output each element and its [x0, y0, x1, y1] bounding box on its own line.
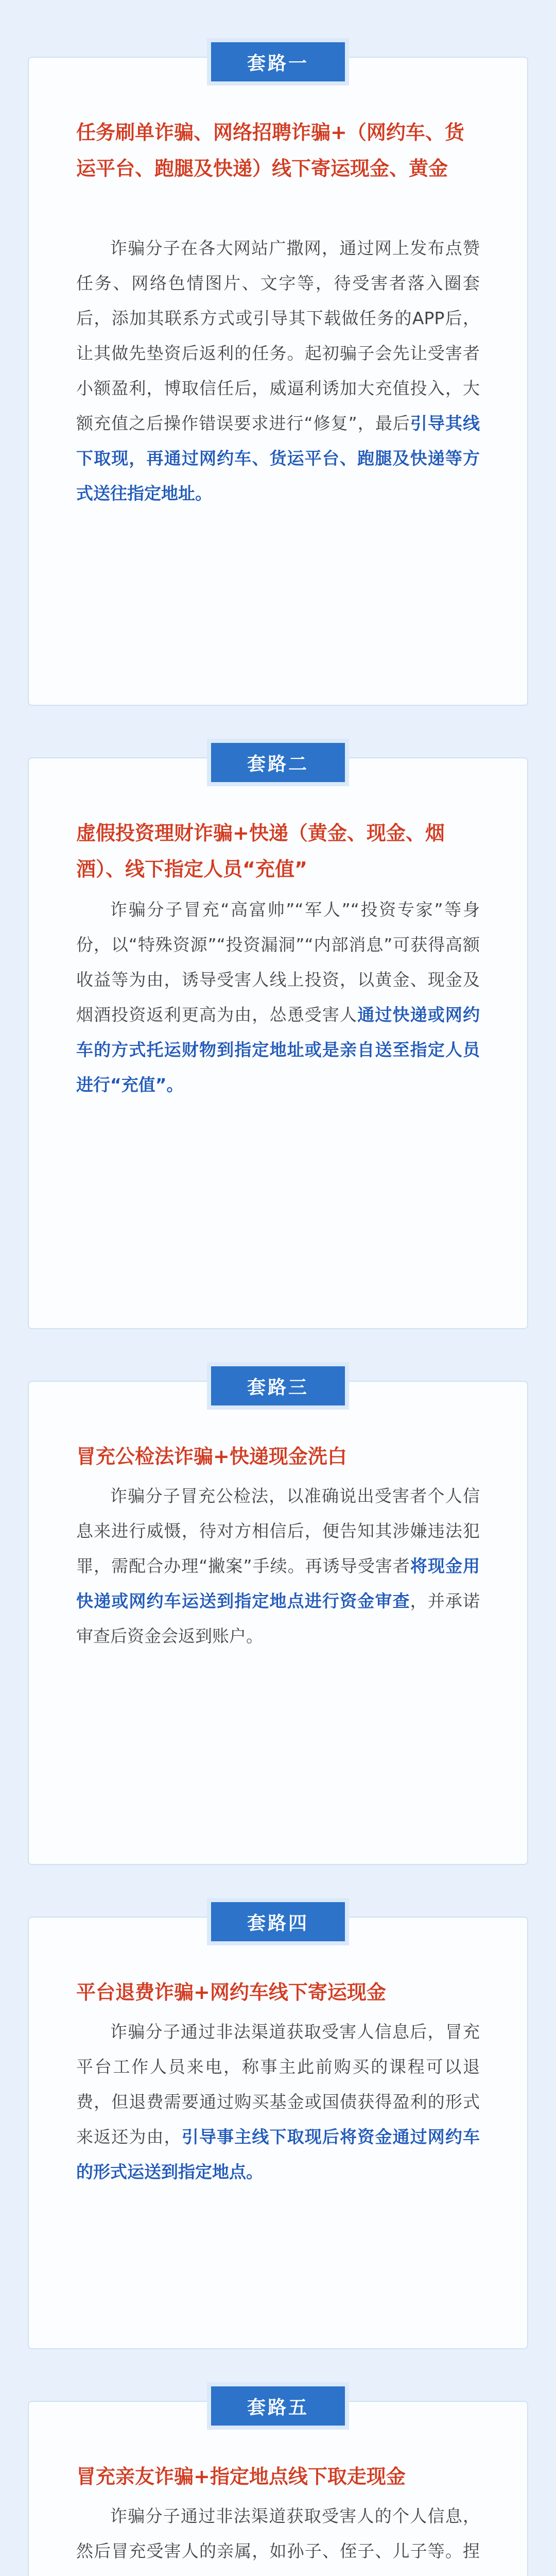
body-text: 诈骗分子通过非法渠道获取受害人的个人信息，然后冒充受害人的亲属，如孙子、侄子、儿子等。捏: [76, 2506, 480, 2561]
section-body: [76, 231, 480, 511]
section-1: [28, 53, 528, 706]
body-text: 诈骗分子冒充“高富帅”“军人”“投资专家”等身份，以“特殊资源”“投资漏洞”“内部消息”可获得高额收益等为由，诱导受害人线上投资，以黄金、现金及烟酒投资返利更高为由，怂恿受害人: [76, 900, 480, 1025]
body-text: 诈骗分子冒充公检法，以准确说出受害者个人信息来进行威慑，待对方相信后，便告知其涉嫌违法犯罪，需配合办理“撇案”手续。再诱导受害者: [76, 1486, 480, 1576]
body-emphasis: 通过快递或网约车的方式托运财物到指定地址或是亲自送至指定人员进行“充值”。: [76, 1005, 480, 1095]
section-heading: 冒充公检法诈骗+快递现金洗白: [76, 1445, 347, 1468]
section-heading: 虚假投资理财诈骗+快递（黄金、现金、烟酒）、线下指定人员“充值”: [76, 822, 445, 880]
section-2: [28, 753, 528, 1329]
body-text: 诈骗分子通过非法渠道获取受害人信息后，冒充平台工作人员来电，称事主此前购买的课程可以退费，但退费需要通过购买基金或国债获得盈利的形式来返还为由，: [76, 2022, 480, 2147]
section-heading: 冒充亲友诈骗+指定地点线下取走现金: [76, 2465, 406, 2488]
section-body: [76, 892, 480, 1103]
section-tag: 套路一: [211, 42, 345, 81]
body-emphasis: 引导其线下取现，再通过网约车、货运平台、跑腿及快递等方式送往指定地址。: [76, 413, 480, 503]
section-tag: 套路五: [211, 2386, 345, 2426]
section-heading: 任务刷单诈骗、网络招聘诈骗+（网约车、货运平台、跑腿及快递）线下寄运现金、黄金: [76, 121, 464, 180]
section-heading: 平台退费诈骗+网约车线下寄运现金: [76, 1981, 386, 2004]
section-4: [28, 1912, 528, 2349]
body-text: ，并承诺审查后资金会返到账户。: [76, 1591, 480, 1646]
body-emphasis: 将现金用快递或网约车运送到指定地点进行资金审查: [76, 1556, 480, 1611]
section-body: [76, 2014, 480, 2190]
body-emphasis: 引导事主线下取现后将资金通过网约车的形式运送到指定地点。: [76, 2127, 480, 2182]
section-body: [76, 2499, 480, 2576]
section-tag: 套路四: [211, 1902, 345, 1941]
section-tag: 套路二: [211, 743, 345, 782]
body-text: 诈骗分子在各大网站广撒网，通过网上发布点赞任务、网络色情图片、文字等，待受害者落入圈套后，添加其联系方式或引导其下载做任务的APP后，让其做先垫资后返利的任务。起初骗子会先让受害者小额盈利，博取信任后，威逼利诱加大充值投入，大额充值之后操作错误要求进行“修复”，最后: [76, 238, 480, 433]
section-body: [76, 1479, 480, 1654]
section-tag: 套路三: [211, 1366, 345, 1405]
section-3: [28, 1377, 528, 1865]
section-5: [28, 2397, 528, 2576]
